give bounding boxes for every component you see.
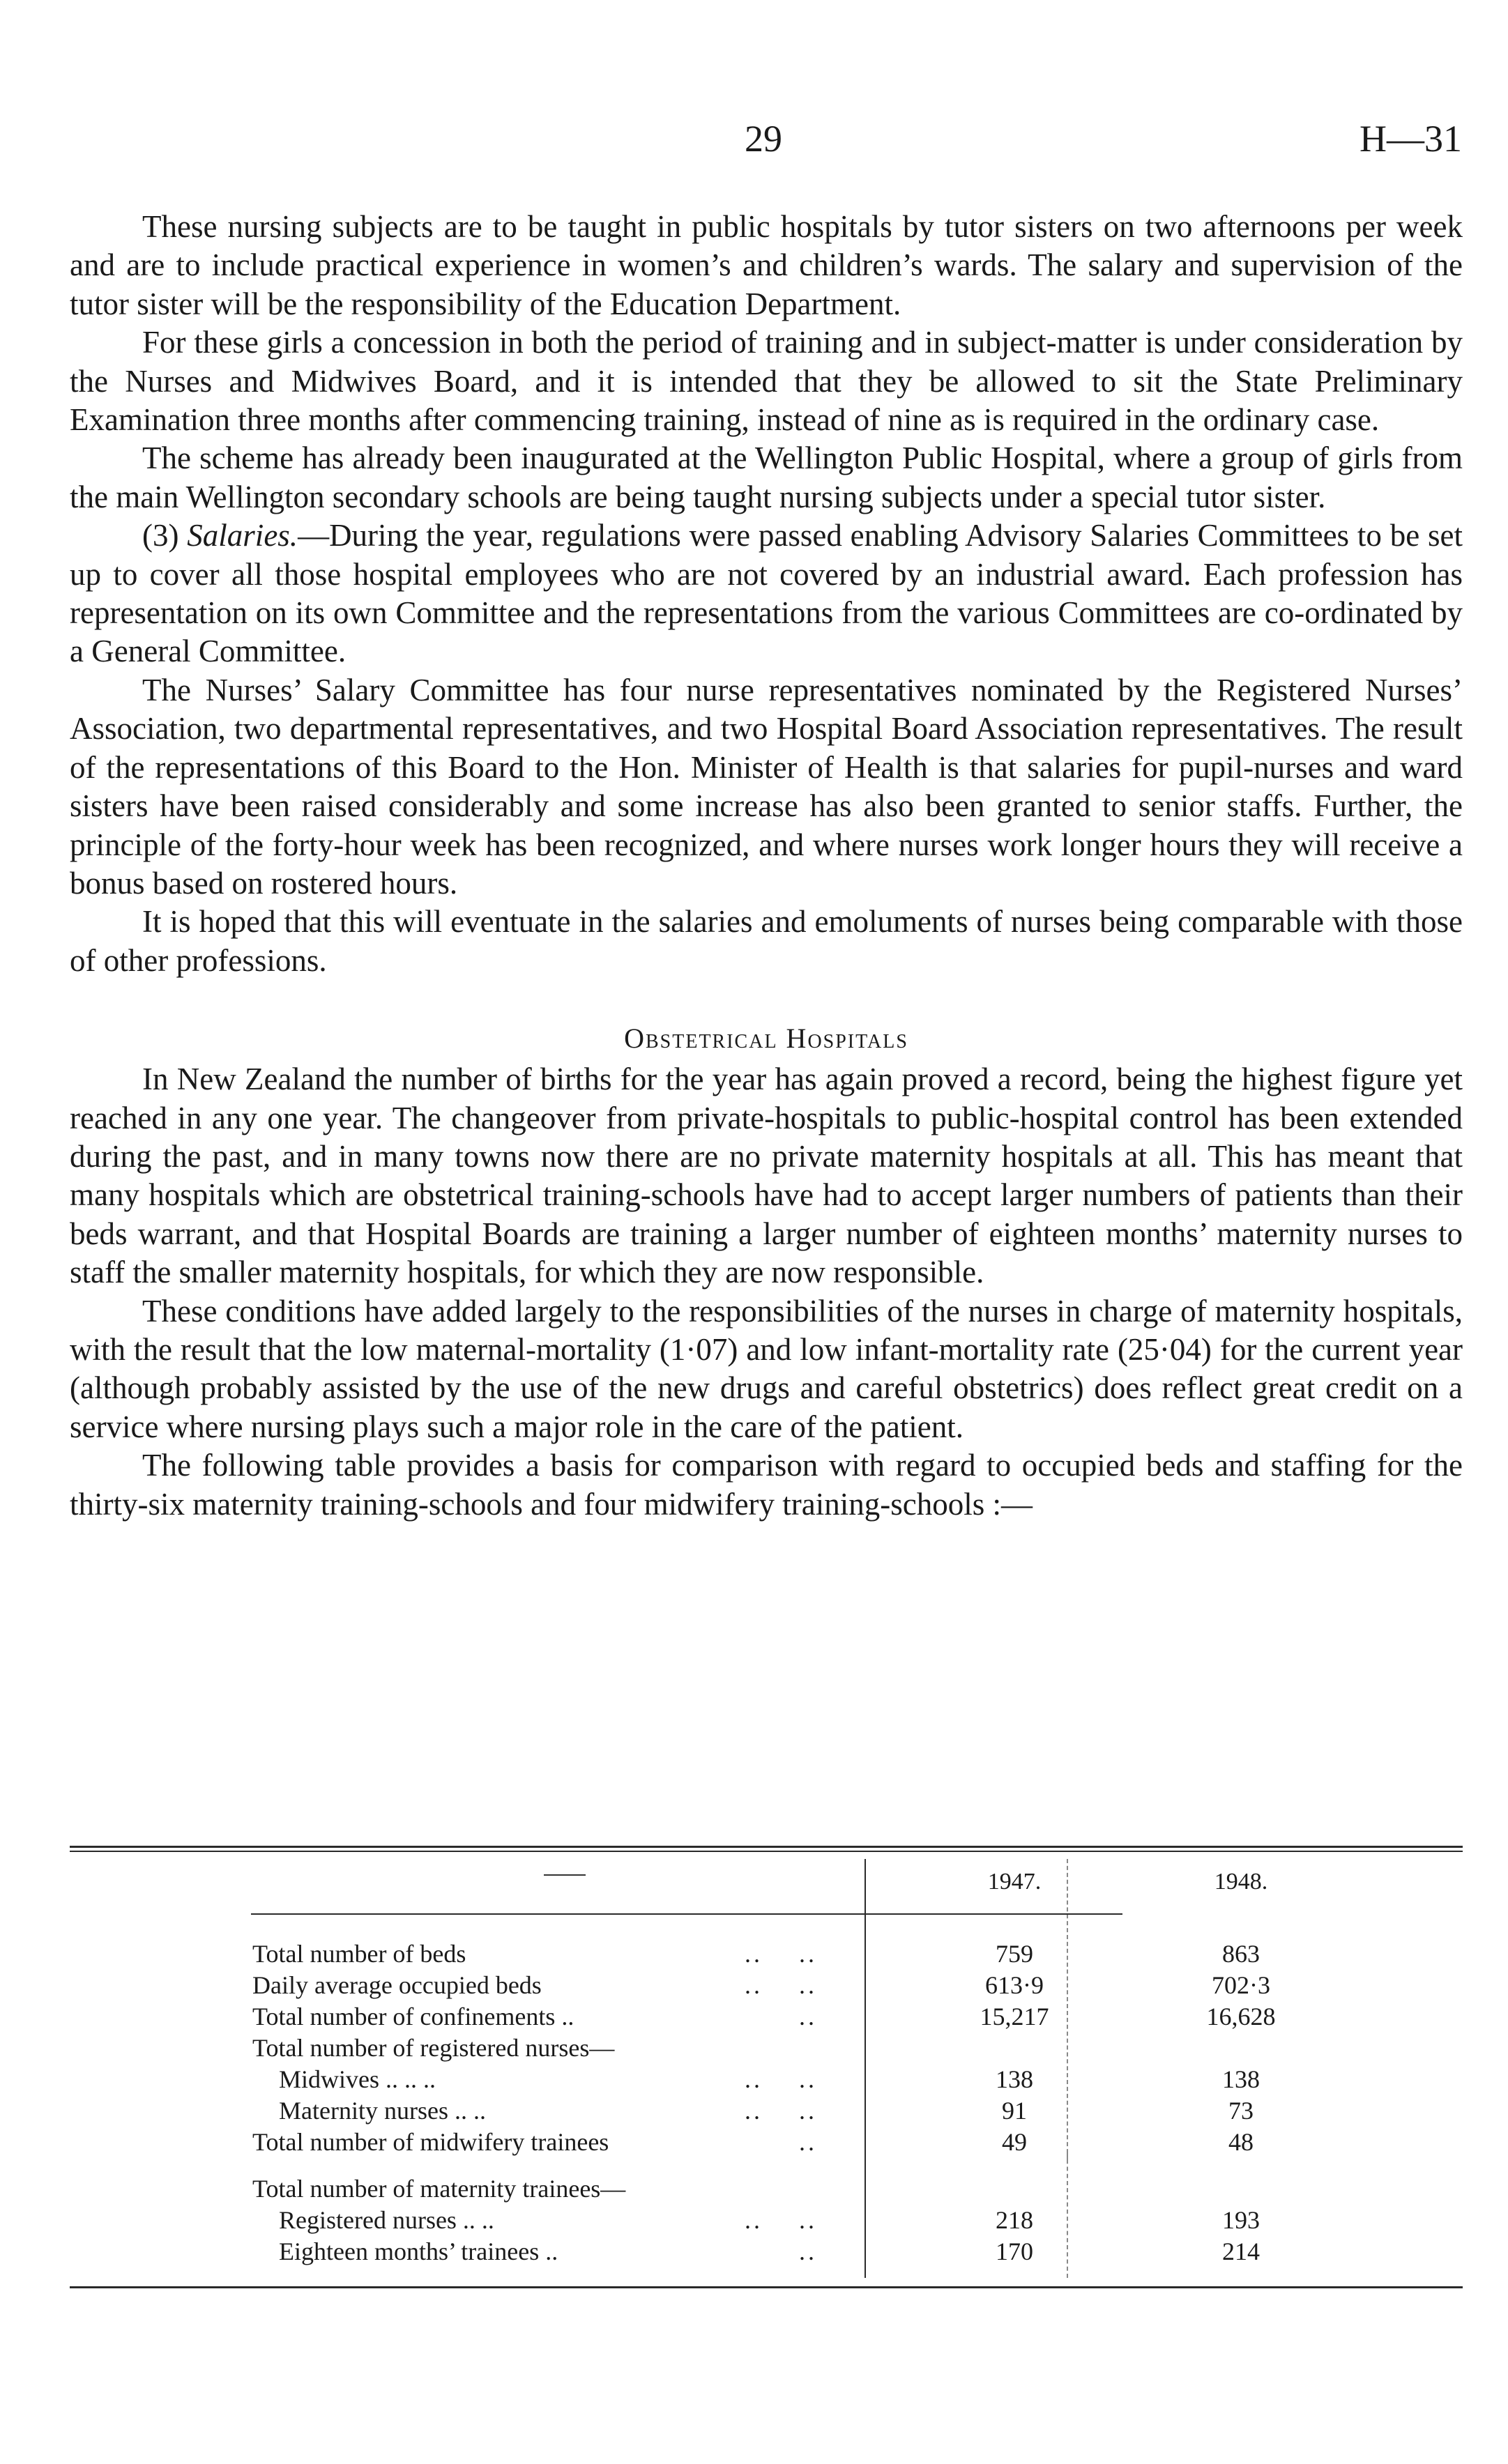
page-number: 29 bbox=[745, 118, 782, 160]
value-1947: 49 bbox=[1002, 2128, 1027, 2156]
value-1948: 16,628 bbox=[1206, 2003, 1276, 2030]
value-1948: 863 bbox=[1222, 1940, 1260, 1968]
header-separator bbox=[251, 1913, 1122, 1915]
row-leader-dots: .. .. bbox=[745, 1940, 817, 1968]
table-row bbox=[70, 2033, 1463, 2064]
table-top-rule bbox=[70, 1846, 1463, 1848]
row-leader-dots: .. bbox=[745, 2237, 817, 2265]
salaries-number: (3) bbox=[142, 518, 188, 553]
table-continuation bbox=[70, 2173, 1463, 2306]
row-label: Daily average occupied beds bbox=[252, 1971, 542, 1999]
row-label: Total number of confinements .. bbox=[252, 2003, 574, 2030]
paragraph-1: These nursing subjects are to be taught in public hospitals by tutor sisters on two afternoons per week and are to include practical experience in women’s and children’s wards. The salary and supervision of the tutor sister will be the responsibility of the Education Department. bbox=[70, 209, 1463, 321]
row-label: Maternity nurses .. .. bbox=[279, 2097, 486, 2125]
value-1947: 138 bbox=[996, 2065, 1033, 2093]
row-label: Total number of midwifery trainees bbox=[252, 2128, 609, 2156]
value-1948: 193 bbox=[1222, 2206, 1260, 2234]
row-leader-dots: .. bbox=[745, 2128, 817, 2156]
value-1948: 138 bbox=[1222, 2065, 1260, 2093]
table-row bbox=[70, 1938, 1463, 1970]
section-paragraph-2: These conditions have added largely to the responsibilities of the nurses in charge of maternity hospitals, with the result that the low maternal-mortality (1·07) and low infant-mortality rate (25·04) for the current year (although probably assisted by the use of the new drugs and careful obstetrics) does reflect great credit on a service where nursing plays such a major role in the care of the patient. bbox=[70, 1293, 1463, 1444]
column-header-1947: 1947. bbox=[987, 1869, 1042, 1895]
table-row bbox=[70, 2064, 1463, 2095]
body-text bbox=[70, 208, 1463, 1524]
value-1948: 214 bbox=[1222, 2237, 1260, 2265]
row-label: Midwives .. .. .. bbox=[279, 2065, 436, 2093]
row-leader-dots: .. bbox=[745, 2003, 817, 2030]
value-1948: 73 bbox=[1228, 2097, 1254, 2125]
table-body bbox=[70, 1852, 1463, 2180]
value-1947: 15,217 bbox=[980, 2003, 1049, 2030]
table-row bbox=[70, 2127, 1463, 2158]
row-label: Total number of beds bbox=[252, 1940, 466, 1968]
row-label: Eighteen months’ trainees .. bbox=[279, 2237, 558, 2265]
salaries-text: —During the year, regulations were passed enabling Advisory Salaries Committees to be set up to cover all those hospital employees who are not covered by an industrial award. Each profession has representation on its own Committee and the representations from the various Committees are co-ordinated by a General Committee. bbox=[70, 518, 1463, 669]
row-leader-dots: .. .. bbox=[745, 2097, 817, 2125]
row-leader-dots: .. .. bbox=[745, 1971, 817, 1999]
row-label: Registered nurses .. .. bbox=[279, 2206, 494, 2234]
document-code: H—31 bbox=[1360, 118, 1462, 160]
table-row bbox=[70, 2173, 1463, 2205]
page-header bbox=[0, 117, 1508, 166]
table-header-row bbox=[70, 1862, 1463, 1904]
header-dash bbox=[544, 1874, 586, 1876]
column-header-1948: 1948. bbox=[1214, 1869, 1268, 1895]
paragraph-5: The Nurses’ Salary Committee has four nurse representatives nominated by the Registered Nurses’ Association, two departmental representatives, and two Hospital Board Association representatives. The result of the representations of this Board to the Hon. Minister of Health is that salaries for pupil-nurses and ward sisters have been raised considerably and some increase has also been granted to senior staffs. Further, the principle of the forty-hour week has been recognized, and where nurses work longer hours they will receive a bonus based on rostered hours. bbox=[70, 672, 1463, 901]
table-row bbox=[70, 2205, 1463, 2236]
table-row bbox=[70, 2236, 1463, 2267]
table-row bbox=[70, 2095, 1463, 2127]
salaries-heading: Salaries. bbox=[187, 518, 298, 553]
table-bottom-rule bbox=[70, 2286, 1463, 2288]
value-1948: 702·3 bbox=[1212, 1971, 1270, 1999]
table-row bbox=[70, 2001, 1463, 2033]
value-1947: 170 bbox=[996, 2237, 1033, 2265]
row-leader-dots: .. .. bbox=[745, 2206, 817, 2234]
row-label: Total number of maternity trainees— bbox=[252, 2175, 626, 2203]
value-1947: 218 bbox=[996, 2206, 1033, 2234]
paragraph-3: The scheme has already been inaugurated at the Wellington Public Hospital, where a group of girls from the main Wellington secondary schools are being taught nursing subjects under a special tutor sister. bbox=[70, 441, 1463, 514]
section-heading-text: Obstetrical Hospitals bbox=[624, 1023, 908, 1055]
row-leader-dots: .. .. bbox=[745, 2065, 817, 2093]
section-paragraph-1: In New Zealand the number of births for the year has again proved a record, being the highest figure yet reached in any one year. The changeover from private-hospitals to public-hospital control has been extended during the past, and in many towns now there are no private maternity hospitals at all. This has meant that many hospitals which are obstetrical training-schools have had to accept larger numbers of patients than their beds warrant, and that Hospital Boards are training a larger number of eighteen months’ maternity nurses to staff the smaller maternity hospitals, for which they are now responsible. bbox=[70, 1062, 1463, 1290]
section-paragraph-3: The following table provides a basis for comparison with regard to occupied beds and staffing for the thirty-six maternity training-schools and four midwifery training-schools :— bbox=[70, 1448, 1463, 1522]
paragraph-4-salaries bbox=[70, 516, 1463, 671]
paragraph-6: It is hoped that this will eventuate in the salaries and emoluments of nurses being comparable with those of other professions. bbox=[70, 904, 1463, 978]
row-label: Total number of registered nurses— bbox=[252, 2034, 615, 2062]
value-1947: 91 bbox=[1002, 2097, 1027, 2125]
paragraph-2: For these girls a concession in both the period of training and in subject-matter is under consideration by the Nurses and Midwives Board, and it is intended that they be allowed to sit the State Preliminary Examination three months after commencing training, instead of nine as is required in the ordinary case. bbox=[70, 325, 1463, 438]
value-1947: 613·9 bbox=[985, 1971, 1044, 1999]
value-1947: 759 bbox=[996, 1940, 1033, 1968]
table-row bbox=[70, 1970, 1463, 2001]
maternity-table bbox=[70, 1846, 1463, 2180]
section-heading bbox=[70, 1019, 1463, 1057]
value-1948: 48 bbox=[1228, 2128, 1254, 2156]
